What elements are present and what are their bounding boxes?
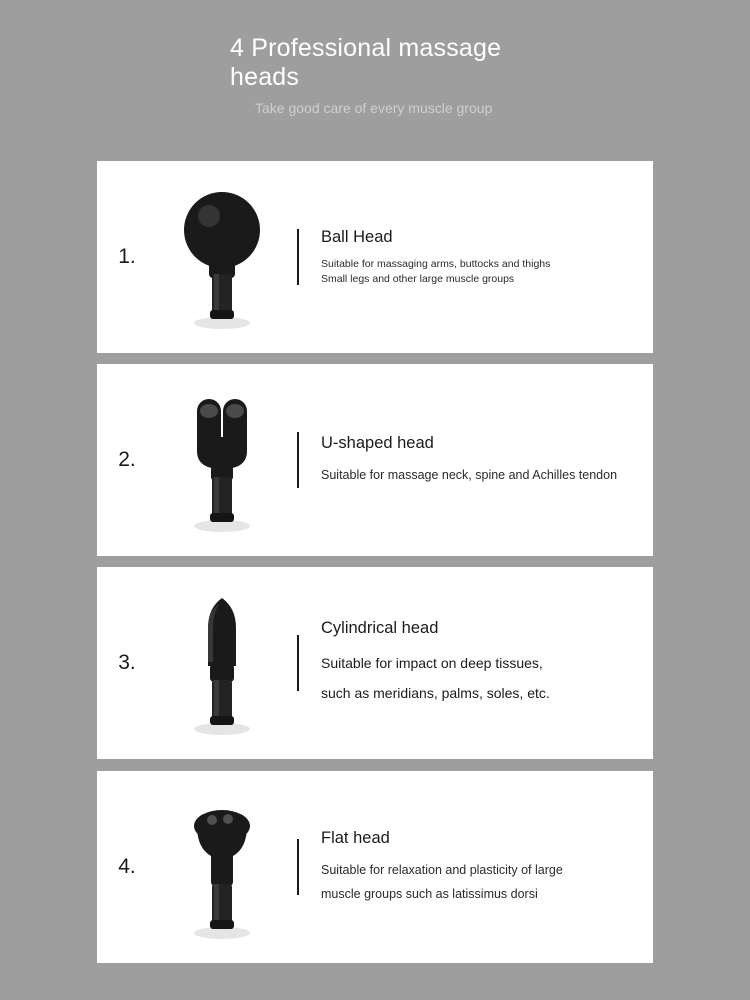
massage-head-card-2[interactable]	[97, 364, 653, 556]
head-description	[321, 648, 635, 708]
head-name: Cylindrical head	[321, 619, 439, 637]
head-description	[321, 257, 635, 287]
description-line-2: such as meridians, palms, soles, etc.	[321, 685, 550, 701]
head-description: Suitable for massage neck, spine and Achilles tendon	[321, 468, 618, 482]
card-divider	[297, 229, 299, 285]
item-index: 1.	[118, 245, 136, 268]
item-index: 4.	[118, 855, 136, 878]
u-shaped-head-icon	[167, 385, 277, 535]
text-column	[321, 618, 653, 708]
massage-head-card-1[interactable]	[97, 161, 653, 353]
card-divider	[297, 839, 299, 895]
ball-head-icon	[167, 182, 277, 332]
head-name: Flat head	[321, 829, 390, 847]
massage-head-card-4[interactable]	[97, 771, 653, 963]
description-line-2: Small legs and other large muscle groups	[321, 273, 515, 285]
text-column	[321, 828, 653, 906]
description-line-2: muscle groups such as latissimus dorsi	[321, 887, 538, 901]
card-divider	[297, 432, 299, 488]
item-index: 3.	[118, 651, 136, 674]
description-line-1: Suitable for impact on deep tissues,	[321, 655, 543, 671]
figure-ball-head	[157, 161, 287, 353]
page-title: 4 Professional massage heads	[230, 34, 502, 91]
header	[0, 0, 750, 117]
item-index: 2.	[118, 448, 136, 471]
head-name: Ball Head	[321, 228, 393, 246]
massage-head-card-3[interactable]	[97, 567, 653, 759]
text-column	[321, 433, 653, 487]
card-divider	[297, 635, 299, 691]
figure-cylindrical-head	[157, 567, 287, 759]
head-name: U-shaped head	[321, 434, 434, 452]
cylindrical-head-icon	[167, 588, 277, 738]
head-description	[321, 858, 635, 906]
flat-head-icon	[167, 792, 277, 942]
description-line-1: Suitable for massaging arms, buttocks and thighs	[321, 258, 551, 270]
text-column	[321, 227, 653, 287]
description-line-1: Suitable for relaxation and plasticity of large	[321, 863, 563, 877]
figure-u-shaped-head	[157, 364, 287, 556]
page-subtitle: Take good care of every muscle group	[255, 100, 493, 116]
figure-flat-head	[157, 771, 287, 963]
